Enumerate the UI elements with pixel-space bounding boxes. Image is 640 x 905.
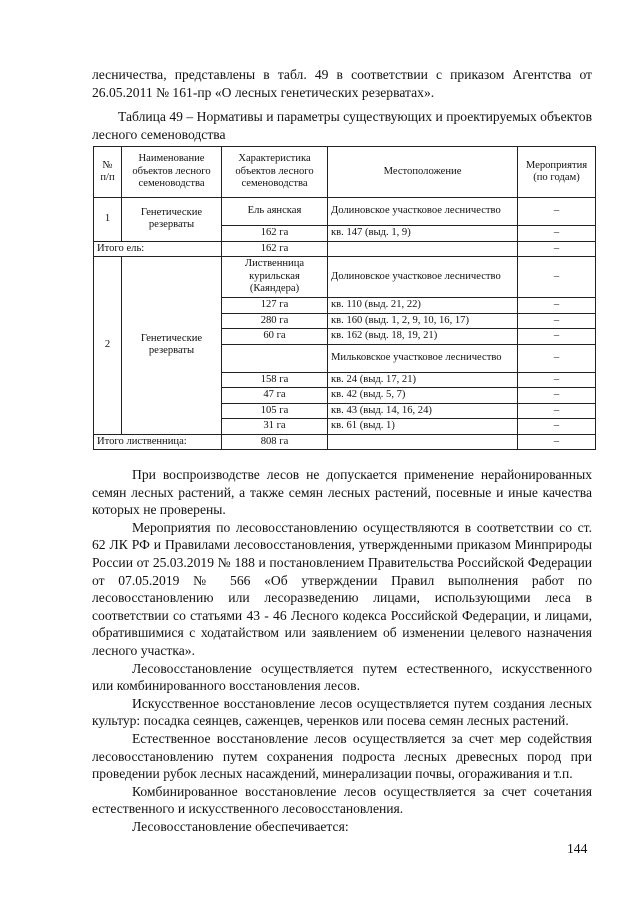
activity-cell: –	[518, 434, 596, 450]
paragraph: Искусственное восстановление лесов осуществляется путем создания лесных культур: посадка сеянцев, саженцев, черенков или посева семян лесных растений.	[92, 695, 592, 729]
activity-cell: –	[518, 298, 596, 314]
group-number: 2	[94, 257, 122, 435]
activity-cell: –	[518, 226, 596, 242]
table-row	[94, 257, 596, 298]
characteristic-cell: 105 га	[222, 403, 328, 419]
location-cell: Мильковское участковое лесничество	[328, 344, 518, 372]
activity-cell: –	[518, 313, 596, 329]
activity-cell: –	[518, 388, 596, 404]
activity-cell: –	[518, 241, 596, 257]
location-cell: Долиновское участковое лесничество	[328, 257, 518, 298]
location-cell: кв. 42 (выд. 5, 7)	[328, 388, 518, 404]
header-number: № п/п	[94, 147, 122, 198]
activity-cell: –	[518, 403, 596, 419]
table-total-row	[94, 241, 596, 257]
activity-cell: –	[518, 344, 596, 372]
activity-cell: –	[518, 419, 596, 435]
paragraph: Лесовосстановление осуществляется путем естественного, искусственного или комбинированного восстановления лесов.	[92, 660, 592, 694]
intro-paragraph: лесничества, представлены в табл. 49 в соответствии с приказом Агентства от 26.05.2011 № 161-пр «О лесных генетических резерватах».	[92, 67, 592, 100]
group-name: Генетические резерваты	[122, 257, 222, 435]
location-cell	[328, 241, 518, 257]
location-cell: кв. 110 (выд. 21, 22)	[328, 298, 518, 314]
characteristic-cell: 60 га	[222, 329, 328, 345]
page-number: 144	[567, 841, 588, 856]
header-activities: Мероприятия (по годам)	[518, 147, 596, 198]
location-cell: кв. 24 (выд. 17, 21)	[328, 372, 518, 388]
characteristic-cell: Ель аянская	[222, 198, 328, 226]
characteristic-cell: 162 га	[222, 226, 328, 242]
location-cell: кв. 147 (выд. 1, 9)	[328, 226, 518, 242]
header-characteristic: Характеристика объектов лесного семеноводства	[222, 147, 328, 198]
paragraph: Мероприятия по лесовосстановлению осуществляются в соответствии со ст. 62 ЛК РФ и Правилами лесовосстановления, утвержденными приказом Минприроды России от 25.03.2019 № 188 и постановлением Правительства Российской Федерации от 07.05.2019 № 566 «Об утверждении Правил выполнения работ по лесовосстановлению или лесоразведению лицами, использующими леса в соответствии со статьями 43 - 46 Лесного кодекса Российской Федерации, и лицами, обратившимися с ходатайством или заявлением об изменении целевого назначения лесного участка».	[92, 519, 592, 658]
characteristic-cell: 47 га	[222, 388, 328, 404]
seed-objects-table	[93, 146, 596, 450]
characteristic-cell: 127 га	[222, 298, 328, 314]
table-header-row	[94, 147, 596, 198]
table-total-row	[94, 434, 596, 450]
group-name: Генетические резерваты	[122, 198, 222, 242]
location-cell: кв. 61 (выд. 1)	[328, 419, 518, 435]
total-label: Итого лиственница:	[94, 434, 222, 450]
paragraph: Лесовосстановление обеспечивается:	[132, 818, 349, 834]
group-number: 1	[94, 198, 122, 242]
location-cell	[328, 434, 518, 450]
location-cell: кв. 162 (выд. 18, 19, 21)	[328, 329, 518, 345]
activity-cell: –	[518, 198, 596, 226]
location-cell: кв. 160 (выд. 1, 2, 9, 10, 16, 17)	[328, 313, 518, 329]
total-value: 808 га	[222, 434, 328, 450]
table-caption: Таблица 49 – Нормативы и параметры существующих и проектируемых объектов лесного семеноводства	[92, 109, 592, 142]
paragraph: Естественное восстановление лесов осуществляется за счет мер содействия лесовосстановлению путем сохранения подроста лесных древесных пород при проведении рубок лесных насаждений, минерализации почвы, огораживания и т.п.	[92, 730, 592, 782]
header-name: Наименование объектов лесного семеноводства	[122, 147, 222, 198]
total-label: Итого ель:	[94, 241, 222, 257]
activity-cell: –	[518, 372, 596, 388]
table-row	[94, 198, 596, 226]
location-cell: Долиновское участковое лесничество	[328, 198, 518, 226]
paragraph: Комбинированное восстановление лесов осуществляется за счет сочетания естественного и искусственного лесовосстановления.	[92, 783, 592, 817]
characteristic-cell: 280 га	[222, 313, 328, 329]
header-location: Местоположение	[328, 147, 518, 198]
characteristic-cell: 31 га	[222, 419, 328, 435]
location-cell: кв. 43 (выд. 14, 16, 24)	[328, 403, 518, 419]
total-value: 162 га	[222, 241, 328, 257]
characteristic-cell	[222, 344, 328, 372]
activity-cell: –	[518, 329, 596, 345]
body-text	[92, 466, 592, 835]
characteristic-cell: Лиственница курильская (Каяндера)	[222, 257, 328, 298]
activity-cell: –	[518, 257, 596, 298]
paragraph: При воспроизводстве лесов не допускается применение нерайонированных семян лесных растений, а также семян лесных растений, посевные и иные качества которых не проверены.	[92, 467, 592, 518]
characteristic-cell: 158 га	[222, 372, 328, 388]
